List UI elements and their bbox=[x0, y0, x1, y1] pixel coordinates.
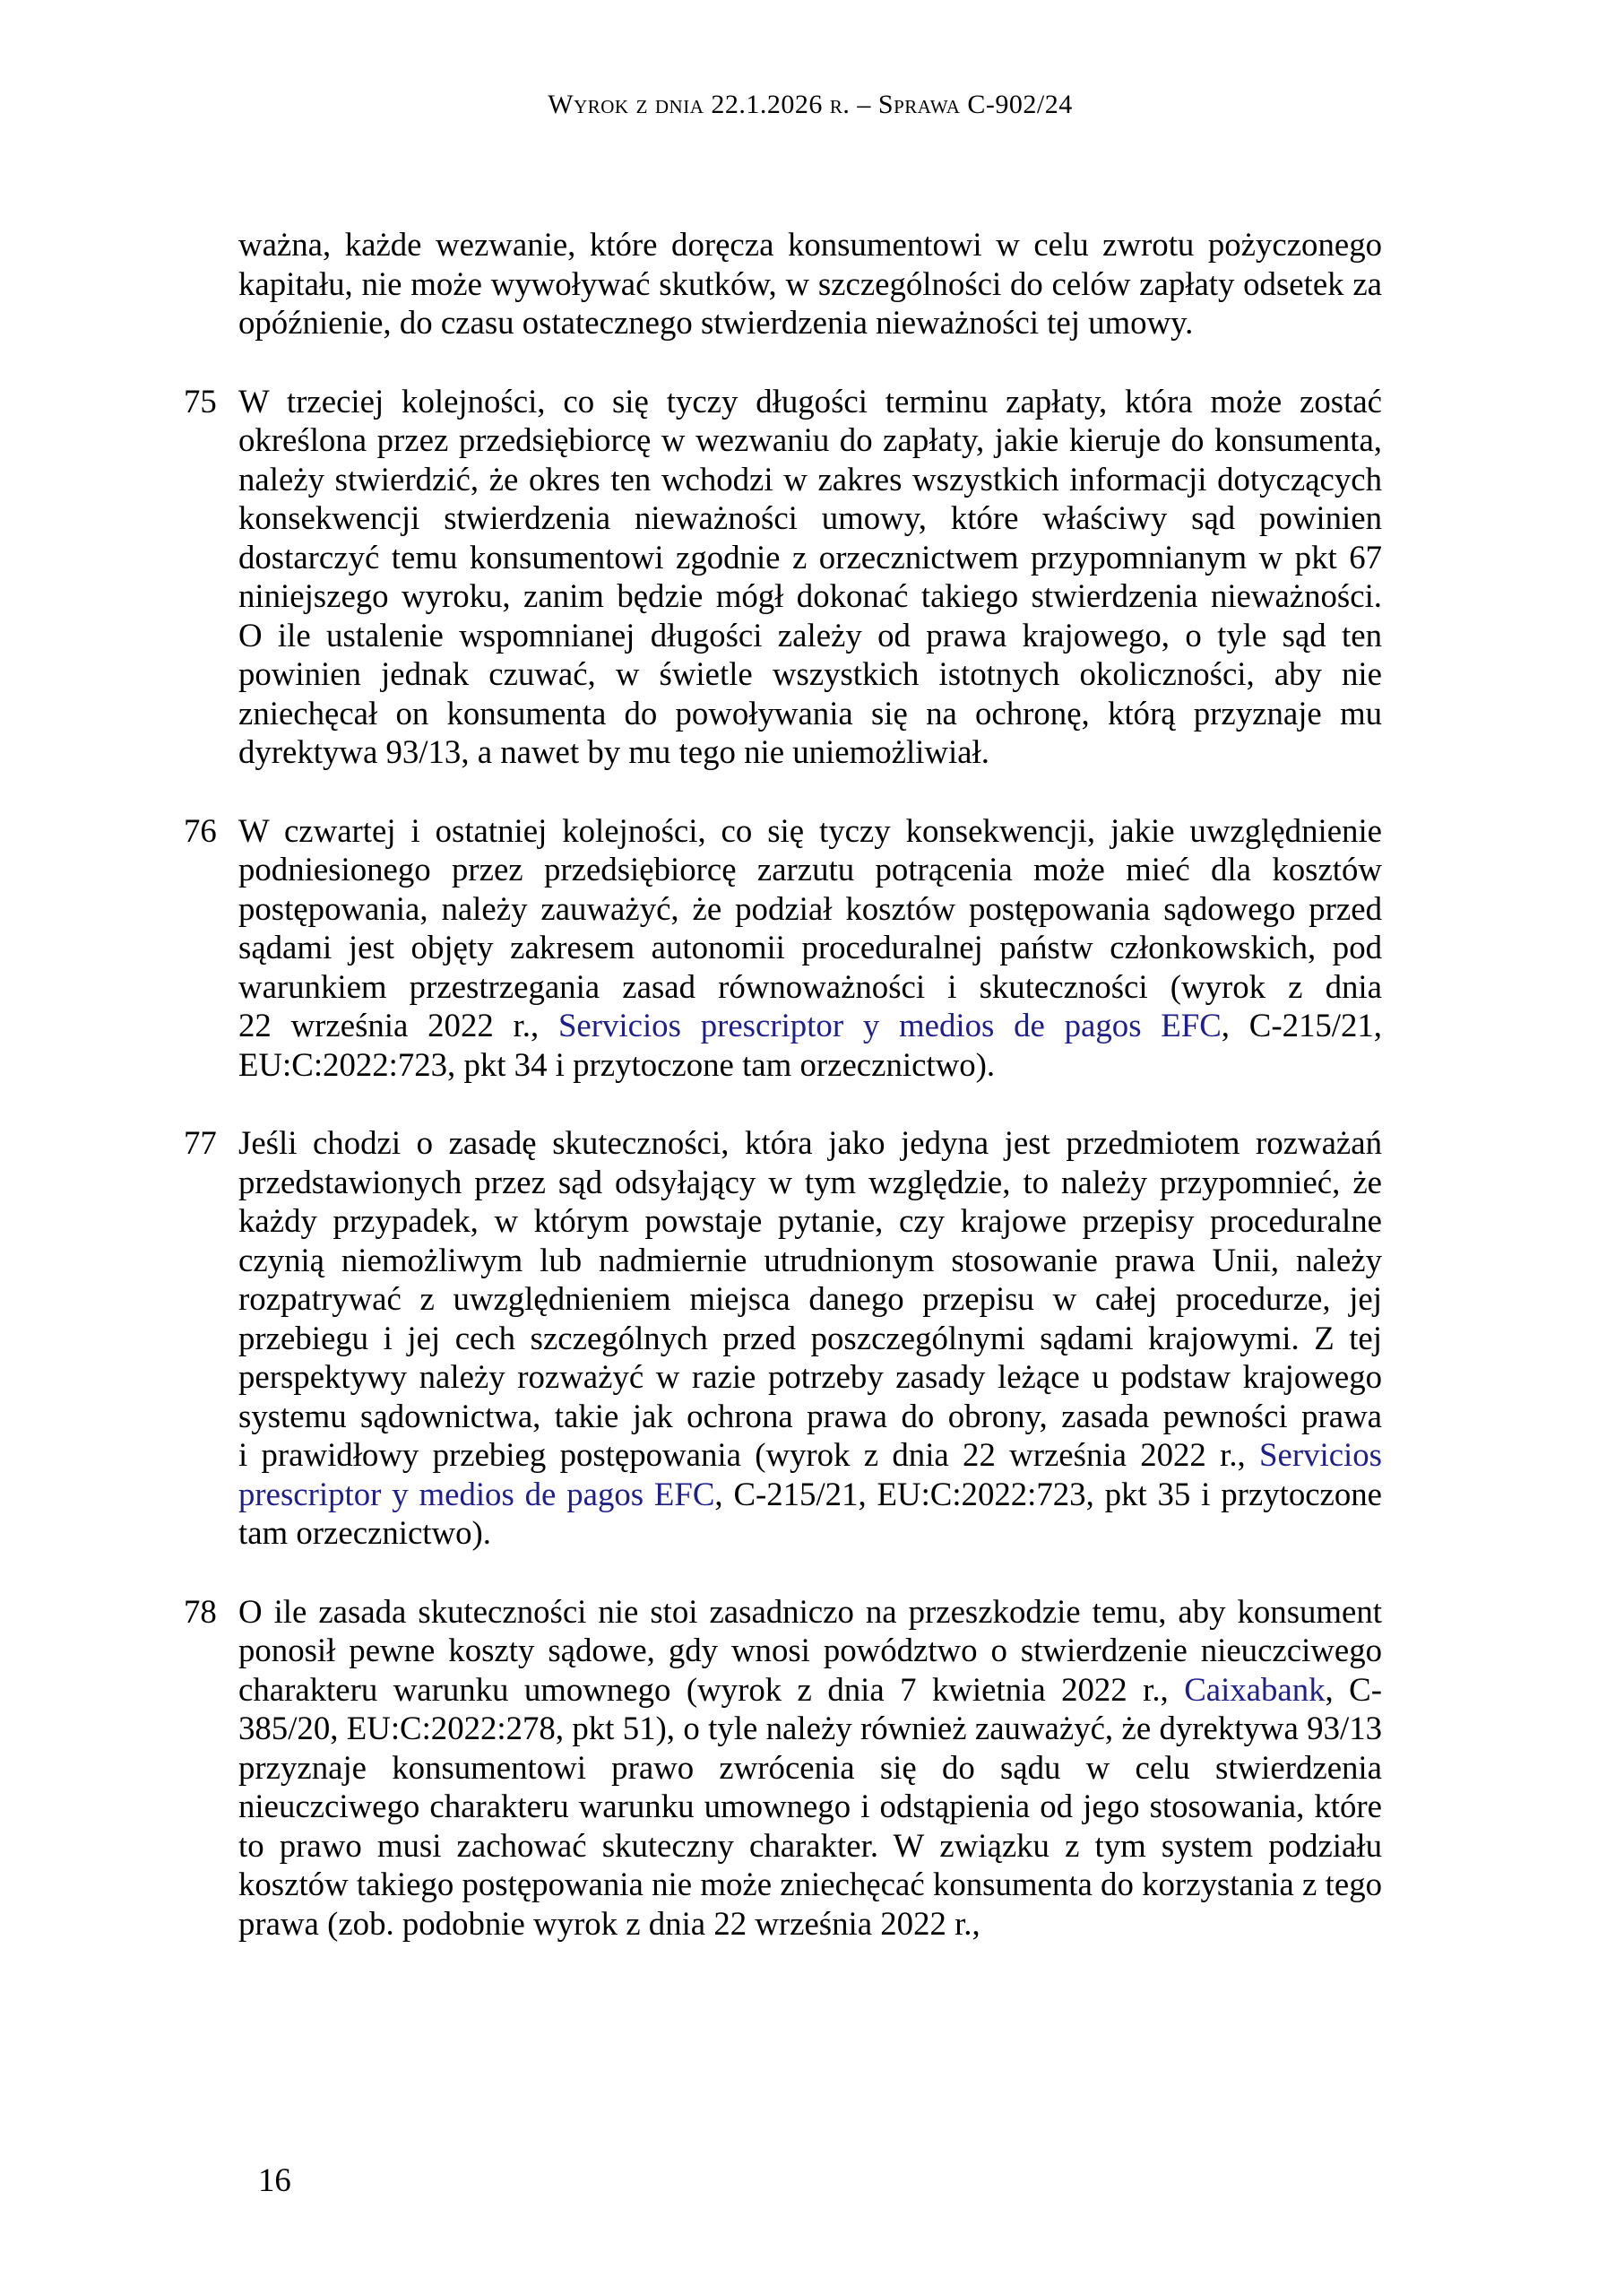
paragraph-text: W czwartej i ostatniej kolejności, co się tyczy konsekwencji, jakie uwzględnienie podniesionego przez przedsiębiorcę zarzutu potrącenia może mieć dla kosztów postępowania, należy zauważyć, że podział kosztów postępowania sądowego przed sądami jest objęty zakresem autonomii proceduralnej państw członkowskich, pod warunkiem przestrzegania zasad równoważności i skuteczności (wyrok z dnia 22 września 2022 r., bbox=[238, 811, 1382, 1044]
paragraph-number: 77 bbox=[184, 1124, 217, 1161]
case-law-link[interactable]: Servicios prescriptor y medios de pagos EFC bbox=[557, 1007, 1222, 1044]
judgment-paragraph-78 bbox=[184, 1592, 1382, 1944]
judgment-paragraph-77 bbox=[184, 1123, 1383, 1553]
judgment-paragraph-continued bbox=[238, 225, 1382, 342]
paragraph-text: , C-385/20, EU:C:2022:278, pkt 51), o tyle należy również zauważyć, że dyrektywa 93/13 przyznaje konsumentowi prawo zwrócenia się do sądu w celu stwierdzenia nieuczciwego charakteru warunku umownego i odstąpienia od jego stosowania, które to prawo musi zachować skuteczny charakter. W związku z tym system podziału kosztów takiego postępowania nie może zniechęcać konsumenta do korzystania z tego prawa (zob. podobnie wyrok z dnia 22 września 2022 r., bbox=[238, 1670, 1382, 1942]
paragraph-text: ważna, każde wezwanie, które doręcza konsumentowi w celu zwrotu pożyczonego kapitału, nie może wywoływać skutków, w szczególności do celów zapłaty odsetek za opóźnienie, do czasu ostatecznego stwierdzenia nieważności tej umowy. bbox=[238, 226, 1382, 341]
case-law-link[interactable]: Caixabank bbox=[1184, 1670, 1326, 1708]
paragraph-text: , C-215/21, EU:C:2022:723, pkt 35 i przytoczone tam orzecznictwo). bbox=[238, 1475, 1383, 1551]
case-law-link[interactable]: Servicios prescriptor y medios de pagos EFC bbox=[238, 1436, 1382, 1512]
paragraph-text: O ile zasada skuteczności nie stoi zasadniczo na przeszkodzie temu, aby konsument ponosił pewne koszty sądowe, gdy wnosi powództwo o stwierdzenie nieuczciwego charakteru warunku umownego (wyrok z dnia 7 kwietnia 2022 r., bbox=[238, 1592, 1382, 1708]
paragraph-number: 75 bbox=[184, 382, 217, 420]
paragraph-number: 76 bbox=[184, 811, 217, 849]
running-header: Wyrok z dnia 22.1.2026 r. – Sprawa C-902/24 bbox=[548, 90, 1073, 119]
paragraph-text: W trzeciej kolejności, co się tyczy długości terminu zapłaty, która może zostać określona przez przedsiębiorcę w wezwaniu do zapłaty, jakie kieruje do konsumenta, należy stwierdzić, że okres ten wchodzi w zakres wszystkich informacji dotyczących konsekwencji stwierdzenia nieważności umowy, które właściwy sąd powinien dostarczyć temu konsumentowi zgodnie z orzecznictwem przypomnianym w pkt 67 niniejszego wyroku, zanim będzie mógł dokonać takiego stwierdzenia nieważności. O ile ustalenie wspomnianej długości zależy od prawa krajowego, o tyle sąd ten powinien jednak czuwać, w świetle wszystkich istotnych okoliczności, aby nie zniechęcał on konsumenta do powoływania się na ochronę, którą przyznaje mu dyrektywa 93/13, a nawet by mu tego nie uniemożliwiał. bbox=[238, 382, 1382, 770]
judgment-paragraph-76 bbox=[184, 811, 1382, 1085]
judgment-paragraph-75 bbox=[184, 382, 1382, 772]
judgment-paragraphs bbox=[184, 225, 1383, 1943]
paragraph-text: Jeśli chodzi o zasadę skuteczności, która jako jedyna jest przedmiotem rozważań przedstawionych przez sąd odsyłający w tym względzie, to należy przypomnieć, że każdy przypadek, w którym powstaje pytanie, czy krajowe przepisy proceduralne czynią niemożliwym lub nadmiernie utrudnionym stosowanie prawa Unii, należy rozpatrywać z uwzględnieniem miejsca danego przepisu w całej procedurze, jej przebiegu i jej cech szczególnych przed poszczególnymi sądami krajowymi. Z tej perspektywy należy rozważyć w razie potrzeby zasady leżące u podstaw krajowego systemu sądownictwa, takie jak ochrona prawa do obrony, zasada pewności prawa i prawidłowy przebieg postępowania (wyrok z dnia 22 września 2022 r., bbox=[238, 1124, 1382, 1473]
paragraph-text: , C-215/21, EU:C:2022:723, pkt 34 i przytoczone tam orzecznictwo). bbox=[238, 1007, 1382, 1083]
page-number: 16 bbox=[258, 2161, 291, 2198]
paragraph-number: 78 bbox=[184, 1592, 217, 1630]
